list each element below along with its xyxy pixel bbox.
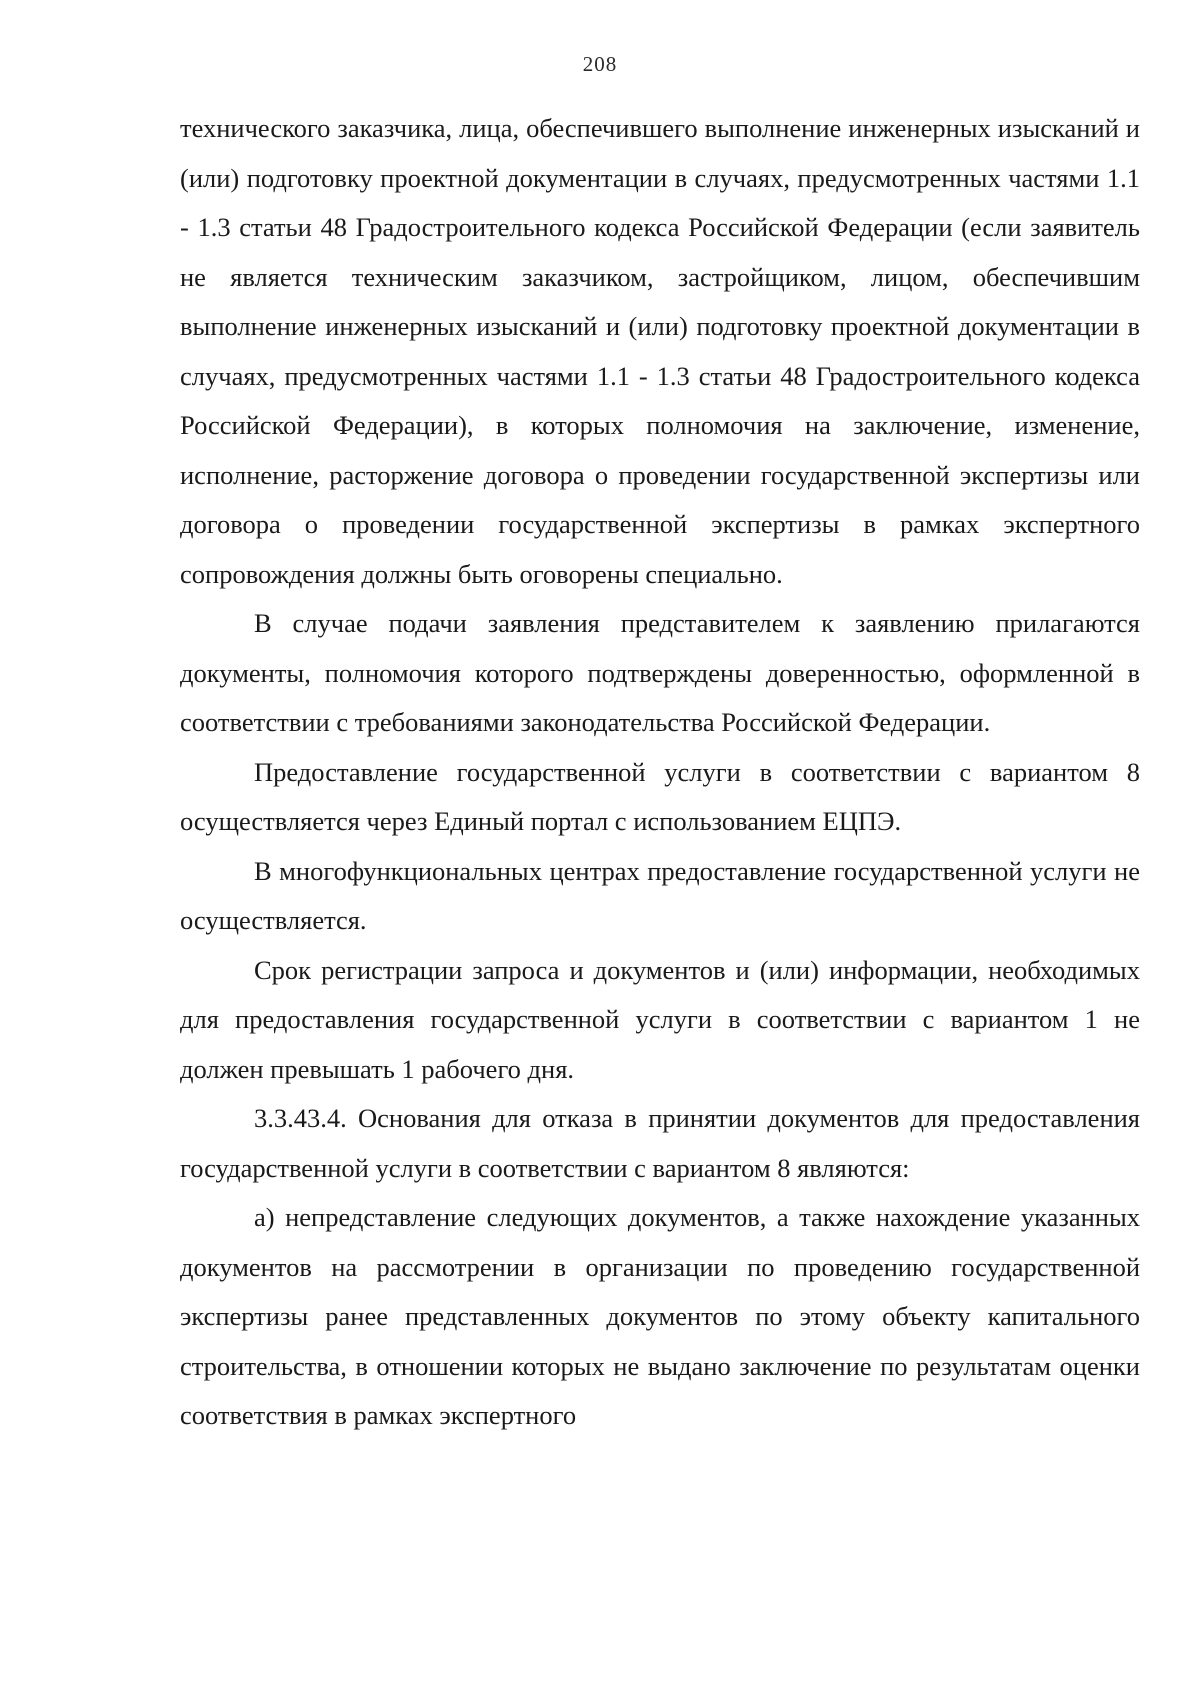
paragraph-2: В случае подачи заявления представителем к заявлению прилагаются документы, полномочия которого подтверждены доверенностью, оформленной в соответствии с требованиями законодательства Российской Федерации. [180,608,1140,737]
page-number: 208 [582,52,618,76]
paragraph-4: В многофункциональных центрах предоставление государственной услуги не осуществляется. [180,855,1140,935]
paragraph-7: а) непредставление следующих документов, а также нахождение указанных документов на рассмотрении в организации по проведению государственной экспертизы ранее представленных документов по этому объекту капитального строительства, в отношении которых не выдано заключение по результатам оценки соответствия в рамках экспертного [180,1202,1140,1430]
paragraph-6: 3.3.43.4. Основания для отказа в принятии документов для предоставления государственной услуги в соответствии с вариантом 8 являются: [180,1103,1140,1183]
paragraph-1: технического заказчика, лица, обеспечившего выполнение инженерных изысканий и (или) подготовку проектной документации в случаях, предусмотренных частями 1.1 - 1.3 статьи 48 Градостроительного кодекса Российской Федерации (если заявитель не является техническим заказчиком, застройщиком, лицом, обеспечившим выполнение инженерных изысканий и (или) подготовку проектной документации в случаях, предусмотренных частями 1.1 - 1.3 статьи 48 Градостроительного кодекса Российской Федерации), в которых полномочия на заключение, изменение, исполнение, расторжение договора о проведении государственной экспертизы или договора о проведении государственной экспертизы в рамках экспертного сопровождения должны быть оговорены специально. [180,113,1140,589]
paragraph-5: Срок регистрации запроса и документов и (или) информации, необходимых для предоставления государственной услуги в соответствии с вариантом 1 не должен превышать 1 рабочего дня. [180,954,1140,1084]
document-body [180,104,1140,1441]
paragraph-3: Предоставление государственной услуги в соответствии с вариантом 8 осуществляется через Единый портал с использованием ЕЦПЭ. [180,756,1140,836]
